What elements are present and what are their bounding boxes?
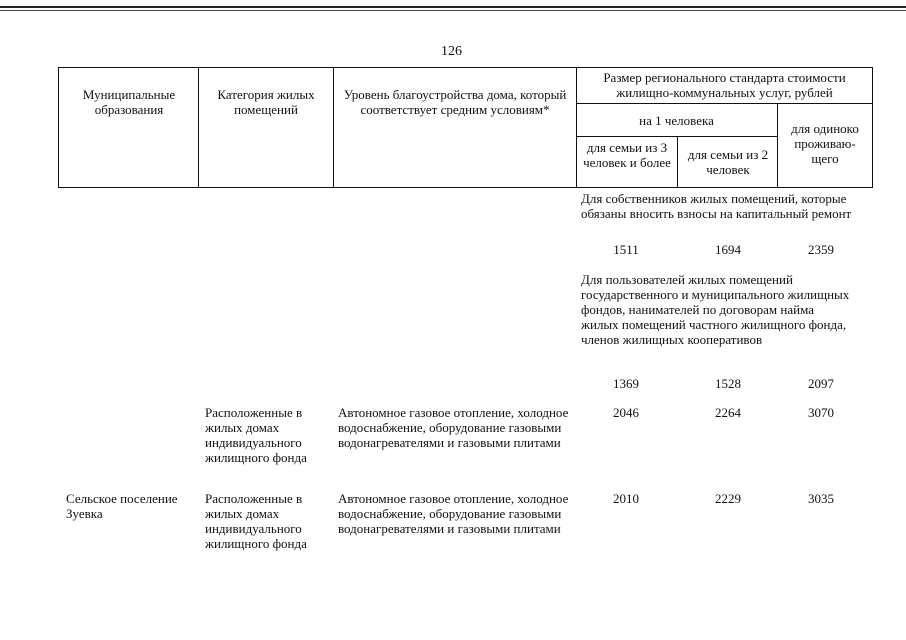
- row-value-family3: 2046: [613, 405, 639, 420]
- header-municipality: Муниципальные образования: [82, 87, 176, 117]
- users-value-family3: 1369: [613, 376, 639, 391]
- row-municipality: Сельское поселение Зуевка: [66, 491, 178, 521]
- header-family-2: для семьи из 2 человек: [687, 147, 769, 177]
- row-value-single: 3070: [808, 405, 834, 420]
- header-per-person: на 1 человека: [639, 113, 714, 128]
- row-value-family3: 2010: [613, 491, 639, 506]
- section-users-title: Для пользователей жилых помещений государственного и муниципального жилищных фондов, нанимателей по договорам найма жилых помещений частного жилищного фонда, членов жилищных кооперативов: [581, 272, 850, 347]
- header-top-border: [58, 67, 873, 68]
- users-value-single: 2097: [808, 376, 834, 391]
- owners-value-family2: 1694: [715, 242, 741, 257]
- row-value-family2: 2229: [715, 491, 741, 506]
- header-divider-3: [576, 67, 577, 188]
- header-level: Уровень благоустройства дома, который соответствует средним условиям*: [343, 87, 567, 117]
- row-category: Расположенные в жилых домах индивидуального жилищного фонда: [205, 405, 307, 465]
- row-category: Расположенные в жилых домах индивидуального жилищного фонда: [205, 491, 307, 551]
- header-border-right: [872, 67, 873, 188]
- row-level: Автономное газовое отопление, холодное водоснабжение, оборудование газовыми водонагревателями и газовыми плитами: [338, 405, 569, 450]
- header-single: для одиноко проживаю-щего: [791, 121, 859, 166]
- page-number: 126: [441, 44, 462, 59]
- section-owners-title: Для собственников жилых помещений, которые обязаны вносить взносы на капитальный ремонт: [581, 191, 852, 221]
- header-category: Категория жилых помещений: [217, 87, 315, 117]
- users-value-family2: 1528: [715, 376, 741, 391]
- header-subdivider-v2: [677, 136, 678, 188]
- top-border-line: [0, 6, 906, 8]
- header-bottom-border: [58, 187, 873, 188]
- header-divider-2: [333, 67, 334, 188]
- header-subdivider-v1: [777, 103, 778, 188]
- row-value-single: 3035: [808, 491, 834, 506]
- owners-value-family3: 1511: [613, 242, 639, 257]
- row-level: Автономное газовое отопление, холодное водоснабжение, оборудование газовыми водонагревателями и газовыми плитами: [338, 491, 569, 536]
- header-divider-1: [198, 67, 199, 188]
- header-standard-size: Размер регионального стандарта стоимости жилищно-коммунальных услуг, рублей: [603, 70, 846, 100]
- top-border-line-thin: [0, 10, 906, 11]
- header-border-left: [58, 67, 59, 188]
- row-value-family2: 2264: [715, 405, 741, 420]
- header-subdivider-h1: [576, 103, 873, 104]
- owners-value-single: 2359: [808, 242, 834, 257]
- header-family-3: для семьи из 3 человек и более: [583, 140, 671, 170]
